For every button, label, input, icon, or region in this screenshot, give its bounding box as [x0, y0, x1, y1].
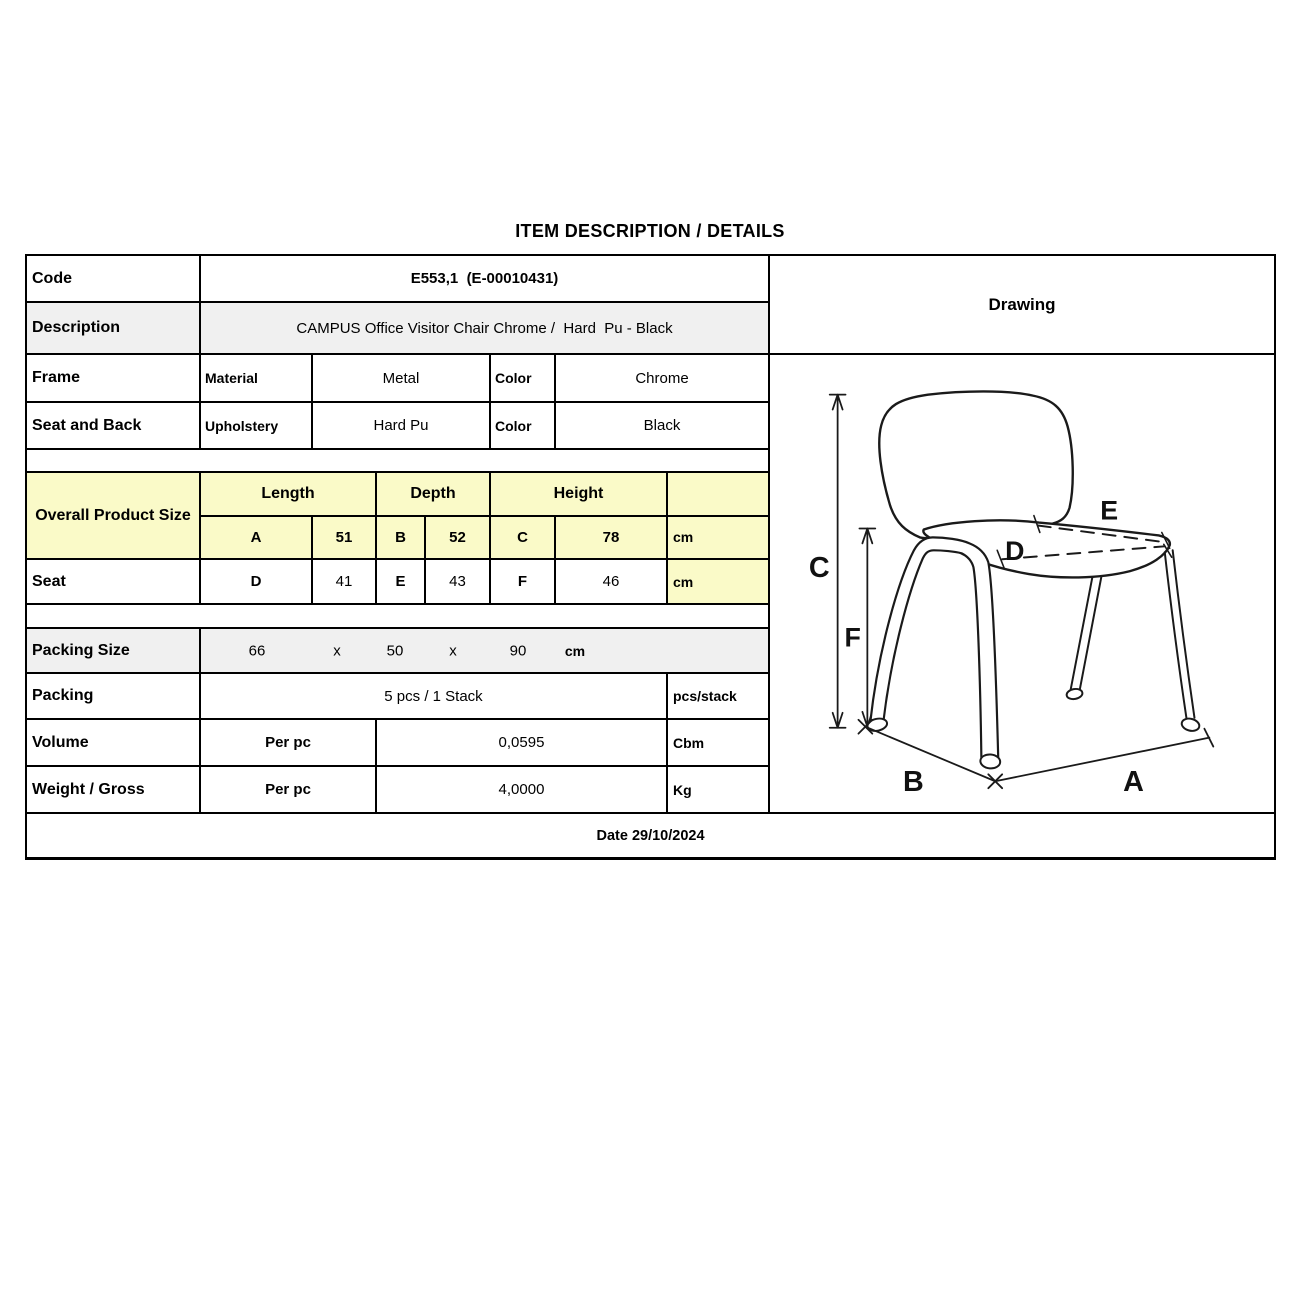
size-header-empty-cell [668, 473, 768, 515]
dim-f-key: F [491, 560, 556, 603]
dim-d-value: 41 [313, 560, 377, 603]
description-value: CAMPUS Office Visitor Chair Chrome / Hard Pu - Black [296, 319, 673, 337]
dim-c-value: 78 [556, 517, 668, 558]
dim-label-d: D [1005, 536, 1025, 567]
seat-unit: cm [668, 560, 768, 603]
spacer-row [27, 450, 768, 473]
chair-backrest [879, 391, 1072, 538]
row-volume [27, 720, 768, 767]
dim-a-value: 51 [313, 517, 377, 558]
height-header: Height [491, 473, 668, 515]
packing-label: Packing [27, 674, 201, 718]
seatback-label: Seat and Back [27, 403, 201, 448]
seatback-color-value: Black [643, 417, 681, 434]
dim-c-key: C [491, 517, 556, 558]
date-value: Date 29/10/2024 [596, 827, 705, 844]
size-header-row [201, 473, 768, 517]
frame-material-label: Material [201, 355, 313, 401]
depth-header: Depth [377, 473, 491, 515]
dim-label-a: A [1123, 766, 1144, 799]
volume-label: Volume [27, 720, 201, 765]
spec-table [25, 254, 1276, 860]
row-date [27, 812, 1274, 857]
weight-unit: Kg [673, 781, 692, 798]
length-header: Length [201, 473, 377, 515]
frame-color-value: Chrome [635, 369, 689, 387]
dim-a-key: A [201, 517, 313, 558]
row-seat [27, 560, 768, 605]
chair-drawing [770, 355, 1274, 810]
spec-table-left [27, 256, 768, 812]
seatback-upholstery-label: Upholstery [201, 403, 313, 448]
packing-unit: pcs/stack [673, 688, 737, 704]
packing-dim2: 50 [386, 642, 404, 659]
dim-b-value: 52 [426, 517, 491, 558]
row-description [27, 303, 768, 355]
seatback-color-label: Color [491, 403, 556, 448]
seatback-upholstery-value: Hard Pu [313, 403, 491, 448]
volume-basis: Per pc [201, 720, 377, 765]
dim-line-a [988, 729, 1213, 788]
dim-label-b: B [903, 766, 924, 799]
dim-label-f: F [844, 622, 861, 653]
dim-label-c: C [808, 552, 830, 585]
dim-label-e: E [1100, 495, 1119, 526]
overall-size-unit: cm [673, 529, 694, 546]
chair-feet [866, 688, 1200, 769]
packing-dim3: 90 [509, 642, 527, 659]
frame-label: Frame [27, 355, 201, 401]
packing-value: 5 pcs / 1 Stack [201, 674, 668, 718]
overall-size-label: Overall Product Size [27, 473, 201, 558]
weight-basis: Per pc [201, 767, 377, 812]
dim-b-key: B [377, 517, 426, 558]
drawing-canvas [770, 355, 1274, 812]
dim-d-key: D [201, 560, 313, 603]
spacer-row [27, 605, 768, 629]
row-overall-size [27, 473, 768, 560]
frame-material-value: Metal [313, 355, 491, 401]
drawing-section [768, 256, 1274, 812]
packing-sep2: x [449, 642, 457, 659]
packing-size-unit: cm [564, 642, 586, 659]
chair-front-right-leg [1165, 550, 1195, 719]
dim-e-value: 43 [426, 560, 491, 603]
description-label: Description [27, 303, 201, 353]
code-value: E553,1 (E-00010431) [410, 270, 559, 287]
dim-e-key: E [377, 560, 426, 603]
frame-color-label: Color [491, 355, 556, 401]
drawing-header: Drawing [770, 256, 1274, 355]
weight-label: Weight / Gross [27, 767, 201, 812]
seat-label: Seat [27, 560, 201, 603]
row-weight [27, 767, 768, 812]
volume-value: 0,0595 [377, 720, 668, 765]
dim-f-value: 46 [556, 560, 668, 603]
packing-sep1: x [333, 642, 341, 659]
packing-dim1: 66 [248, 642, 266, 659]
row-seat-and-back [27, 403, 768, 450]
volume-unit: Cbm [673, 734, 705, 751]
row-packing-size [27, 629, 768, 674]
size-values-row [201, 517, 768, 558]
chair-back-right-leg [1071, 577, 1102, 691]
packing-size-value [201, 629, 768, 672]
weight-value: 4,0000 [377, 767, 668, 812]
row-code [27, 256, 768, 303]
dim-line-c [830, 395, 846, 728]
row-frame [27, 355, 768, 403]
code-label: Code [27, 256, 201, 301]
packing-size-label: Packing Size [27, 629, 201, 672]
row-packing [27, 674, 768, 720]
page-title: ITEM DESCRIPTION / DETAILS [515, 221, 785, 241]
